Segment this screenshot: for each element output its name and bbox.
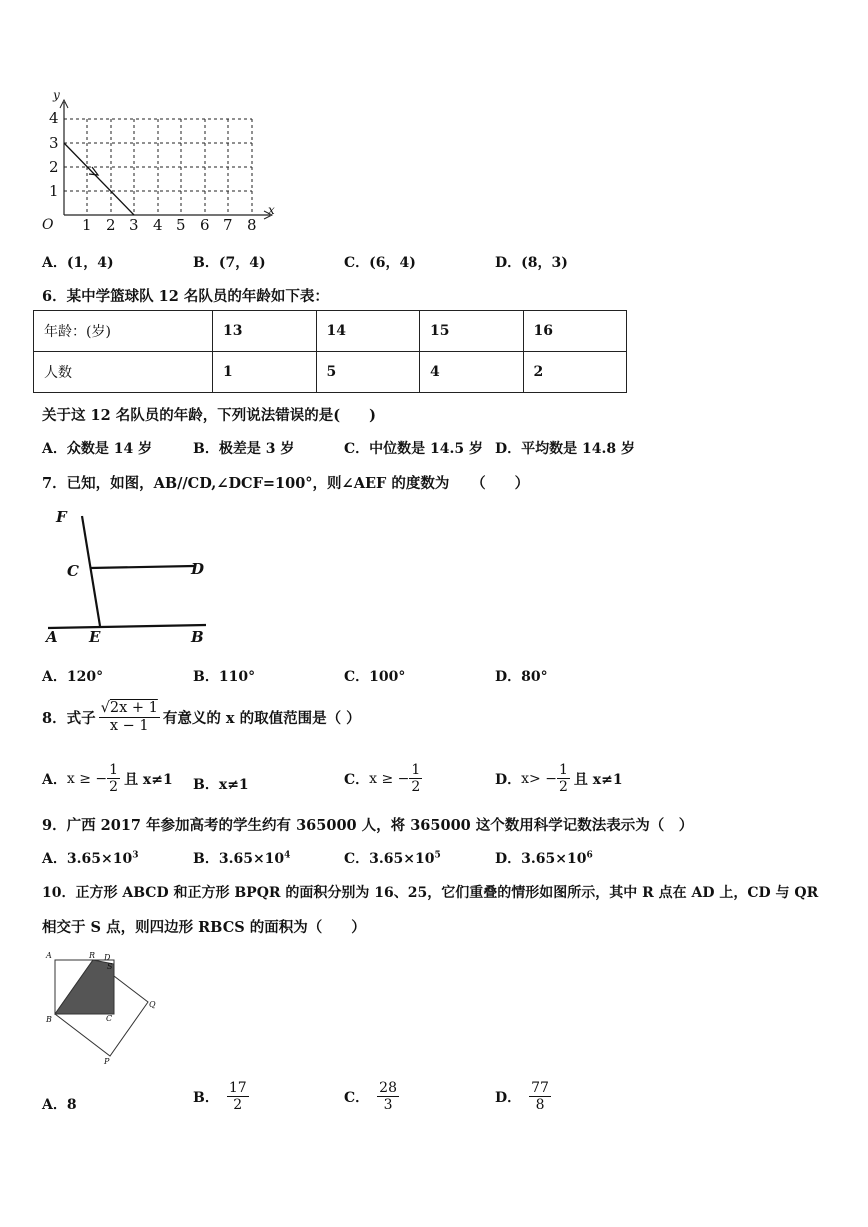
figure-label-d: D — [191, 560, 205, 578]
x-tick-label: 2 — [106, 216, 116, 234]
q6-question: 关于这 12 名队员的年龄，下列说法错误的是( ) — [42, 407, 376, 424]
figure-label-r: R — [89, 951, 96, 960]
x-tick-label: 6 — [200, 216, 210, 234]
q8-stem-prefix: 8．式子 — [42, 709, 96, 727]
option-post: 且 x≠1 — [573, 771, 623, 788]
q10-option-a[interactable]: A．8 — [42, 1097, 77, 1113]
x-tick-label: 5 — [176, 216, 186, 234]
fraction — [227, 1080, 249, 1113]
fraction — [107, 762, 120, 795]
x-tick-label: 7 — [223, 216, 233, 234]
q8-option-c[interactable] — [344, 762, 422, 795]
q5-option-d[interactable]: D．(8，3) — [495, 255, 568, 271]
x-tick-label: 4 — [153, 216, 163, 234]
q8-stem — [42, 700, 361, 734]
numerator: 1 — [109, 762, 119, 778]
q7-option-a[interactable]: A．120° — [42, 669, 104, 685]
fraction — [529, 1080, 551, 1113]
numerator: 1 — [411, 762, 421, 778]
y-tick-label: 4 — [49, 109, 59, 127]
table-cell: 13 — [213, 311, 317, 352]
q9-stem: 9．广西 2017 年参加高考的学生约有 365000 人，将 365000 这个数用科学记数法表示为（ ） — [42, 817, 694, 834]
denominator: 2 — [558, 779, 568, 796]
q9-option-d[interactable]: D．$3.65\times 10^6$ — [495, 850, 593, 867]
numerator: 28 — [379, 1080, 397, 1096]
table-row — [34, 352, 627, 393]
option-label: C． — [344, 771, 370, 788]
q9-option-a[interactable]: A．$3.65\times 10^3$ — [42, 850, 139, 867]
q10-option-d[interactable] — [495, 1080, 551, 1113]
q9-option-b[interactable]: B．$3.65\times 10^4$ — [193, 850, 291, 867]
q10-stem-line2: 相交于 S 点，则四边形 RBCS 的面积为（ ） — [42, 919, 366, 936]
q6-option-c[interactable]: C．中位数是 14.5 岁 — [344, 441, 484, 457]
table-cell: 人数 — [34, 352, 213, 393]
q8-option-b[interactable]: B．x≠1 — [193, 777, 249, 793]
numerator: 1 — [558, 762, 568, 778]
table-cell: 1 — [213, 352, 317, 393]
q8-denominator: x − 1 — [109, 717, 149, 734]
q8-option-d[interactable] — [495, 762, 623, 795]
q6-stem: 6．某中学篮球队 12 名队员的年龄如下表： — [42, 288, 329, 305]
denominator: 2 — [233, 1097, 243, 1114]
q5-option-a[interactable]: A．(1，4) — [42, 255, 114, 271]
figure-label-q: Q — [149, 1000, 156, 1009]
q8-radicand: 2x + 1 — [109, 700, 158, 716]
y-tick-label: 2 — [49, 158, 59, 176]
figure-label-d: D — [104, 953, 111, 962]
q6-age-table — [33, 310, 627, 393]
figure-label-a: A — [46, 951, 52, 960]
x-tick-label: 3 — [129, 216, 139, 234]
figure-label-s: S — [107, 962, 113, 971]
q8-option-a[interactable] — [42, 762, 173, 795]
fraction — [557, 762, 570, 795]
q6-option-d[interactable]: D．平均数是 14.8 岁 — [495, 441, 635, 457]
table-cell: 15 — [420, 311, 524, 352]
q7-option-b[interactable]: B．110° — [193, 669, 256, 685]
option-post: 且 x≠1 — [124, 771, 173, 788]
q7-option-d[interactable]: D．80° — [495, 669, 548, 685]
numerator: 17 — [228, 1080, 247, 1096]
option-pre: x ≥ − — [369, 770, 410, 787]
x-tick-label: 8 — [247, 216, 257, 234]
table-cell: 年龄：(岁) — [34, 311, 213, 352]
option-label: B． — [193, 1089, 219, 1106]
q7-stem: 7．已知，如图，AB//CD,∠DCF=100°，则∠AEF 的度数为 （ ） — [42, 475, 530, 492]
table-cell: 16 — [523, 311, 627, 352]
table-cell: 5 — [316, 352, 420, 393]
q10-option-b[interactable] — [193, 1080, 249, 1113]
option-label: A． — [42, 771, 67, 788]
denominator: 2 — [109, 779, 119, 796]
numerator: 77 — [531, 1080, 549, 1096]
q10-stem-line1: 10．正方形 ABCD 和正方形 BPQR 的面积分别为 16、25，它们重叠的情形如图所示，其中 R 点在 AD 上，CD 与 QR — [42, 885, 819, 901]
option-label: D． — [495, 771, 522, 788]
figure-label-p: P — [104, 1057, 110, 1066]
fraction — [377, 1080, 399, 1113]
figure-label-a: A — [46, 628, 58, 646]
table-cell: 14 — [316, 311, 420, 352]
x-tick-label: 1 — [82, 216, 92, 234]
denominator: 3 — [383, 1097, 393, 1114]
table-cell: 4 — [420, 352, 524, 393]
option-label: C． — [344, 1089, 370, 1106]
table-row — [34, 311, 627, 352]
y-tick-label: 3 — [49, 134, 59, 152]
option-pre: x ≥ − — [66, 770, 108, 787]
q8-expression — [99, 700, 160, 734]
figure-label-b: B — [191, 628, 204, 646]
q9-option-c[interactable]: C．$3.65\times 10^5$ — [344, 850, 441, 867]
option-label: D． — [495, 1089, 522, 1106]
figure-label-f: F — [56, 508, 67, 526]
figure-label-e: E — [89, 628, 101, 646]
q8-stem-suffix: 有意义的 x 的取值范围是（ ） — [162, 709, 361, 727]
x-axis-label: x — [268, 203, 275, 217]
q6-option-b[interactable]: B．极差是 3 岁 — [193, 441, 295, 457]
figure-label-c: C — [67, 562, 79, 580]
q10-squares-figure — [40, 950, 165, 1070]
origin-label: O — [42, 217, 54, 233]
figure-label-c: C — [106, 1014, 113, 1023]
q6-option-a[interactable]: A．众数是 14 岁 — [42, 441, 153, 457]
q5-option-b[interactable]: B．(7，4) — [193, 255, 266, 271]
q10-option-c[interactable] — [344, 1080, 399, 1113]
y-axis-label: y — [53, 88, 60, 102]
denominator: 2 — [411, 779, 421, 796]
y-tick-label: 1 — [49, 182, 59, 200]
denominator: 8 — [535, 1097, 545, 1114]
q8-numerator: √2x + 1 — [100, 700, 158, 716]
q7-option-c[interactable]: C．100° — [344, 669, 406, 685]
q5-option-c[interactable]: C．(6，4) — [344, 255, 416, 271]
option-pre: x> − — [521, 770, 557, 787]
figure-label-b: B — [46, 1015, 52, 1024]
table-cell: 2 — [523, 352, 627, 393]
fraction — [409, 762, 422, 795]
